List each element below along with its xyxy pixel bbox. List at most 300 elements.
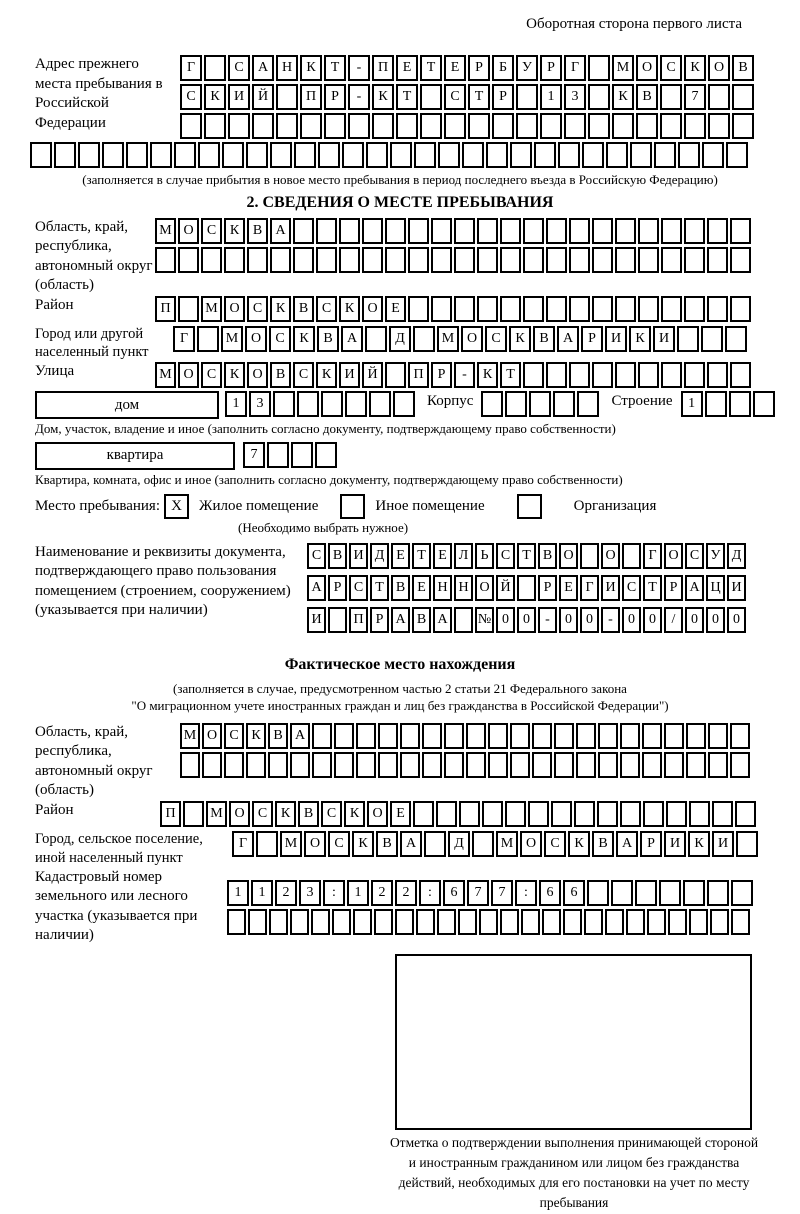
char-cell[interactable] xyxy=(102,142,124,168)
char-cell[interactable]: 1 xyxy=(251,880,273,906)
cadastral-row-2[interactable] xyxy=(227,909,755,935)
char-cell[interactable]: П xyxy=(349,607,368,633)
char-cell[interactable] xyxy=(416,909,435,935)
char-cell[interactable] xyxy=(576,752,596,778)
char-cell[interactable] xyxy=(454,607,473,633)
char-cell[interactable] xyxy=(677,326,699,352)
char-cell[interactable] xyxy=(686,723,706,749)
char-cell[interactable]: 3 xyxy=(564,84,586,110)
char-cell[interactable]: Й xyxy=(252,84,274,110)
char-cell[interactable] xyxy=(546,296,567,322)
char-cell[interactable]: В xyxy=(412,607,431,633)
char-cell[interactable] xyxy=(342,142,364,168)
char-cell[interactable]: Е xyxy=(396,55,418,81)
char-cell[interactable] xyxy=(588,113,610,139)
char-cell[interactable] xyxy=(597,801,618,827)
char-cell[interactable] xyxy=(689,909,708,935)
char-cell[interactable] xyxy=(246,752,266,778)
char-cell[interactable] xyxy=(516,84,538,110)
char-cell[interactable]: 6 xyxy=(539,880,561,906)
char-cell[interactable]: - xyxy=(348,84,370,110)
char-cell[interactable] xyxy=(725,326,747,352)
char-cell[interactable] xyxy=(356,752,376,778)
char-cell[interactable] xyxy=(664,723,684,749)
char-cell[interactable]: У xyxy=(516,55,538,81)
char-cell[interactable]: К xyxy=(316,362,337,388)
char-cell[interactable]: С xyxy=(485,326,507,352)
house-number-row[interactable] xyxy=(225,391,417,417)
char-cell[interactable] xyxy=(659,880,681,906)
korpus-row[interactable] xyxy=(481,391,601,417)
char-cell[interactable]: И xyxy=(605,326,627,352)
char-cell[interactable]: В xyxy=(247,218,268,244)
char-cell[interactable] xyxy=(436,801,457,827)
char-cell[interactable]: М xyxy=(280,831,302,857)
char-cell[interactable] xyxy=(620,801,641,827)
street-row[interactable] xyxy=(155,362,753,388)
char-cell[interactable]: С xyxy=(224,723,244,749)
char-cell[interactable]: А xyxy=(290,723,310,749)
char-cell[interactable]: В xyxy=(391,575,410,601)
char-cell[interactable]: А xyxy=(341,326,363,352)
char-cell[interactable] xyxy=(400,723,420,749)
char-cell[interactable] xyxy=(488,723,508,749)
char-cell[interactable] xyxy=(393,391,415,417)
char-cell[interactable] xyxy=(318,142,340,168)
char-cell[interactable]: Е xyxy=(559,575,578,601)
char-cell[interactable] xyxy=(707,218,728,244)
char-cell[interactable]: 0 xyxy=(643,607,662,633)
stay-type-checkbox-organization[interactable] xyxy=(517,494,542,519)
char-cell[interactable] xyxy=(385,218,406,244)
char-cell[interactable]: В xyxy=(592,831,614,857)
char-cell[interactable]: К xyxy=(629,326,651,352)
char-cell[interactable] xyxy=(523,247,544,273)
char-cell[interactable]: 1 xyxy=(681,391,703,417)
char-cell[interactable] xyxy=(198,142,220,168)
char-cell[interactable] xyxy=(385,362,406,388)
char-cell[interactable] xyxy=(334,723,354,749)
char-cell[interactable] xyxy=(268,752,288,778)
char-cell[interactable]: М xyxy=(155,362,176,388)
char-cell[interactable] xyxy=(612,113,634,139)
char-cell[interactable]: М xyxy=(496,831,518,857)
char-cell[interactable] xyxy=(615,362,636,388)
char-cell[interactable]: С xyxy=(180,84,202,110)
house-type-box[interactable]: дом xyxy=(35,391,219,419)
char-cell[interactable] xyxy=(592,247,613,273)
char-cell[interactable]: В xyxy=(317,326,339,352)
char-cell[interactable] xyxy=(661,218,682,244)
char-cell[interactable]: Р xyxy=(540,55,562,81)
char-cell[interactable]: С xyxy=(252,801,273,827)
char-cell[interactable]: А xyxy=(391,607,410,633)
char-cell[interactable]: К xyxy=(688,831,710,857)
stay-type-checkbox-residential[interactable]: X xyxy=(164,494,189,519)
char-cell[interactable]: Е xyxy=(444,55,466,81)
document-row-3[interactable] xyxy=(307,607,748,633)
char-cell[interactable]: П xyxy=(160,801,181,827)
district-row[interactable] xyxy=(155,296,753,322)
char-cell[interactable]: О xyxy=(636,55,658,81)
char-cell[interactable] xyxy=(408,218,429,244)
char-cell[interactable] xyxy=(730,723,750,749)
char-cell[interactable] xyxy=(569,247,590,273)
char-cell[interactable]: В xyxy=(538,543,557,569)
char-cell[interactable] xyxy=(437,909,456,935)
char-cell[interactable] xyxy=(523,362,544,388)
char-cell[interactable]: А xyxy=(616,831,638,857)
char-cell[interactable] xyxy=(661,362,682,388)
char-cell[interactable]: Л xyxy=(454,543,473,569)
char-cell[interactable]: О xyxy=(202,723,222,749)
char-cell[interactable]: И xyxy=(349,543,368,569)
char-cell[interactable] xyxy=(462,142,484,168)
char-cell[interactable] xyxy=(345,391,367,417)
char-cell[interactable]: 0 xyxy=(685,607,704,633)
char-cell[interactable] xyxy=(529,391,551,417)
char-cell[interactable]: Р xyxy=(328,575,347,601)
char-cell[interactable] xyxy=(500,909,519,935)
char-cell[interactable]: П xyxy=(408,362,429,388)
char-cell[interactable] xyxy=(291,442,313,468)
char-cell[interactable] xyxy=(686,752,706,778)
char-cell[interactable]: - xyxy=(538,607,557,633)
char-cell[interactable] xyxy=(201,247,222,273)
region-row-1[interactable] xyxy=(155,218,753,244)
prev-address-row-1[interactable] xyxy=(180,55,756,81)
char-cell[interactable] xyxy=(486,142,508,168)
char-cell[interactable] xyxy=(521,909,540,935)
char-cell[interactable]: С xyxy=(201,218,222,244)
char-cell[interactable] xyxy=(324,113,346,139)
char-cell[interactable] xyxy=(353,909,372,935)
char-cell[interactable]: 1 xyxy=(540,84,562,110)
char-cell[interactable] xyxy=(540,113,562,139)
char-cell[interactable] xyxy=(454,247,475,273)
char-cell[interactable] xyxy=(580,543,599,569)
char-cell[interactable] xyxy=(328,607,347,633)
cadastral-row-1[interactable] xyxy=(227,880,755,906)
char-cell[interactable]: К xyxy=(352,831,374,857)
char-cell[interactable] xyxy=(708,723,728,749)
fact-district-row[interactable] xyxy=(160,801,758,827)
char-cell[interactable]: О xyxy=(520,831,542,857)
char-cell[interactable] xyxy=(395,909,414,935)
char-cell[interactable]: : xyxy=(323,880,345,906)
char-cell[interactable]: П xyxy=(372,55,394,81)
char-cell[interactable] xyxy=(444,113,466,139)
char-cell[interactable]: С xyxy=(269,326,291,352)
char-cell[interactable] xyxy=(605,909,624,935)
char-cell[interactable] xyxy=(431,218,452,244)
char-cell[interactable]: Р xyxy=(324,84,346,110)
char-cell[interactable]: Р xyxy=(492,84,514,110)
char-cell[interactable] xyxy=(180,113,202,139)
char-cell[interactable] xyxy=(481,391,503,417)
char-cell[interactable]: О xyxy=(362,296,383,322)
char-cell[interactable] xyxy=(554,752,574,778)
char-cell[interactable] xyxy=(615,296,636,322)
char-cell[interactable] xyxy=(224,247,245,273)
char-cell[interactable]: К xyxy=(344,801,365,827)
char-cell[interactable] xyxy=(642,752,662,778)
prev-address-row-2[interactable] xyxy=(180,84,756,110)
char-cell[interactable] xyxy=(563,909,582,935)
char-cell[interactable] xyxy=(546,218,567,244)
char-cell[interactable] xyxy=(276,113,298,139)
char-cell[interactable]: Е xyxy=(412,575,431,601)
char-cell[interactable] xyxy=(224,752,244,778)
char-cell[interactable] xyxy=(683,880,705,906)
char-cell[interactable]: И xyxy=(307,607,326,633)
char-cell[interactable] xyxy=(622,543,641,569)
char-cell[interactable]: 0 xyxy=(517,607,536,633)
char-cell[interactable] xyxy=(248,909,267,935)
char-cell[interactable] xyxy=(227,909,246,935)
char-cell[interactable] xyxy=(311,909,330,935)
char-cell[interactable] xyxy=(542,909,561,935)
char-cell[interactable] xyxy=(431,296,452,322)
char-cell[interactable] xyxy=(642,723,662,749)
char-cell[interactable] xyxy=(390,142,412,168)
char-cell[interactable]: - xyxy=(348,55,370,81)
char-cell[interactable]: Б xyxy=(492,55,514,81)
char-cell[interactable] xyxy=(523,296,544,322)
char-cell[interactable] xyxy=(316,247,337,273)
char-cell[interactable]: С xyxy=(328,831,350,857)
char-cell[interactable]: К xyxy=(684,55,706,81)
char-cell[interactable]: О xyxy=(664,543,683,569)
char-cell[interactable] xyxy=(660,113,682,139)
char-cell[interactable] xyxy=(500,218,521,244)
char-cell[interactable] xyxy=(553,391,575,417)
char-cell[interactable] xyxy=(178,296,199,322)
char-cell[interactable]: К xyxy=(270,296,291,322)
char-cell[interactable]: 7 xyxy=(467,880,489,906)
char-cell[interactable] xyxy=(554,723,574,749)
char-cell[interactable] xyxy=(431,247,452,273)
char-cell[interactable] xyxy=(732,113,754,139)
char-cell[interactable]: И xyxy=(339,362,360,388)
char-cell[interactable] xyxy=(729,391,751,417)
char-cell[interactable] xyxy=(592,296,613,322)
char-cell[interactable]: Т xyxy=(396,84,418,110)
char-cell[interactable]: У xyxy=(706,543,725,569)
char-cell[interactable]: А xyxy=(433,607,452,633)
char-cell[interactable] xyxy=(332,909,351,935)
char-cell[interactable] xyxy=(420,113,442,139)
char-cell[interactable] xyxy=(730,752,750,778)
char-cell[interactable] xyxy=(316,218,337,244)
char-cell[interactable] xyxy=(668,909,687,935)
char-cell[interactable] xyxy=(620,752,640,778)
char-cell[interactable] xyxy=(422,752,442,778)
char-cell[interactable] xyxy=(707,880,729,906)
char-cell[interactable] xyxy=(710,909,729,935)
document-row-2[interactable] xyxy=(307,575,748,601)
char-cell[interactable] xyxy=(730,296,751,322)
char-cell[interactable]: Г xyxy=(643,543,662,569)
char-cell[interactable]: К xyxy=(224,218,245,244)
char-cell[interactable]: - xyxy=(601,607,620,633)
char-cell[interactable] xyxy=(150,142,172,168)
prev-address-row-3[interactable] xyxy=(180,113,756,139)
char-cell[interactable]: Т xyxy=(324,55,346,81)
char-cell[interactable]: Р xyxy=(431,362,452,388)
char-cell[interactable]: 3 xyxy=(299,880,321,906)
fact-city-row[interactable] xyxy=(232,831,760,857)
char-cell[interactable] xyxy=(174,142,196,168)
char-cell[interactable] xyxy=(477,218,498,244)
char-cell[interactable]: / xyxy=(664,607,683,633)
char-cell[interactable]: 0 xyxy=(706,607,725,633)
char-cell[interactable] xyxy=(708,113,730,139)
char-cell[interactable]: О xyxy=(224,296,245,322)
char-cell[interactable] xyxy=(551,801,572,827)
char-cell[interactable] xyxy=(270,247,291,273)
region-row-2[interactable] xyxy=(155,247,753,273)
char-cell[interactable] xyxy=(731,880,753,906)
char-cell[interactable] xyxy=(369,391,391,417)
char-cell[interactable]: О xyxy=(229,801,250,827)
char-cell[interactable]: Р xyxy=(640,831,662,857)
char-cell[interactable] xyxy=(731,909,750,935)
char-cell[interactable] xyxy=(630,142,652,168)
char-cell[interactable] xyxy=(334,752,354,778)
char-cell[interactable]: С xyxy=(201,362,222,388)
char-cell[interactable] xyxy=(378,723,398,749)
char-cell[interactable] xyxy=(396,113,418,139)
char-cell[interactable] xyxy=(569,296,590,322)
char-cell[interactable]: И xyxy=(601,575,620,601)
char-cell[interactable] xyxy=(636,113,658,139)
char-cell[interactable] xyxy=(458,909,477,935)
char-cell[interactable]: К xyxy=(224,362,245,388)
char-cell[interactable]: И xyxy=(727,575,746,601)
char-cell[interactable] xyxy=(362,218,383,244)
char-cell[interactable]: С xyxy=(321,801,342,827)
char-cell[interactable]: А xyxy=(557,326,579,352)
char-cell[interactable] xyxy=(180,752,200,778)
char-cell[interactable]: Т xyxy=(517,543,536,569)
char-cell[interactable] xyxy=(256,831,278,857)
char-cell[interactable] xyxy=(510,752,530,778)
char-cell[interactable]: С xyxy=(660,55,682,81)
char-cell[interactable]: К xyxy=(372,84,394,110)
char-cell[interactable] xyxy=(505,801,526,827)
fact-region-row-1[interactable] xyxy=(180,723,752,749)
char-cell[interactable]: Н xyxy=(276,55,298,81)
char-cell[interactable] xyxy=(569,218,590,244)
char-cell[interactable] xyxy=(400,752,420,778)
char-cell[interactable] xyxy=(684,218,705,244)
char-cell[interactable]: Т xyxy=(500,362,521,388)
fact-region-row-2[interactable] xyxy=(180,752,752,778)
char-cell[interactable]: О xyxy=(178,362,199,388)
char-cell[interactable] xyxy=(454,296,475,322)
char-cell[interactable] xyxy=(466,752,486,778)
char-cell[interactable] xyxy=(422,723,442,749)
char-cell[interactable]: К xyxy=(293,326,315,352)
char-cell[interactable]: Е xyxy=(385,296,406,322)
char-cell[interactable]: В xyxy=(533,326,555,352)
char-cell[interactable]: В xyxy=(732,55,754,81)
char-cell[interactable] xyxy=(459,801,480,827)
char-cell[interactable]: В xyxy=(376,831,398,857)
char-cell[interactable]: В xyxy=(270,362,291,388)
char-cell[interactable]: Т xyxy=(468,84,490,110)
char-cell[interactable]: Ь xyxy=(475,543,494,569)
char-cell[interactable]: О xyxy=(475,575,494,601)
char-cell[interactable] xyxy=(528,801,549,827)
char-cell[interactable] xyxy=(730,247,751,273)
char-cell[interactable]: С xyxy=(247,296,268,322)
char-cell[interactable]: Г xyxy=(173,326,195,352)
char-cell[interactable] xyxy=(546,247,567,273)
char-cell[interactable] xyxy=(321,391,343,417)
char-cell[interactable]: О xyxy=(559,543,578,569)
char-cell[interactable]: И xyxy=(712,831,734,857)
char-cell[interactable] xyxy=(510,723,530,749)
char-cell[interactable]: - xyxy=(454,362,475,388)
char-cell[interactable] xyxy=(678,142,700,168)
char-cell[interactable]: М xyxy=(221,326,243,352)
char-cell[interactable]: М xyxy=(437,326,459,352)
char-cell[interactable] xyxy=(592,362,613,388)
char-cell[interactable] xyxy=(638,247,659,273)
char-cell[interactable] xyxy=(546,362,567,388)
char-cell[interactable] xyxy=(588,84,610,110)
char-cell[interactable]: 7 xyxy=(243,442,265,468)
char-cell[interactable]: К xyxy=(275,801,296,827)
char-cell[interactable] xyxy=(592,218,613,244)
char-cell[interactable]: : xyxy=(419,880,441,906)
char-cell[interactable]: 2 xyxy=(371,880,393,906)
char-cell[interactable] xyxy=(500,296,521,322)
char-cell[interactable] xyxy=(444,723,464,749)
char-cell[interactable]: Е xyxy=(391,543,410,569)
char-cell[interactable]: 6 xyxy=(443,880,465,906)
char-cell[interactable]: Ц xyxy=(706,575,725,601)
char-cell[interactable] xyxy=(78,142,100,168)
char-cell[interactable] xyxy=(523,218,544,244)
char-cell[interactable] xyxy=(372,113,394,139)
char-cell[interactable]: А xyxy=(685,575,704,601)
char-cell[interactable]: 0 xyxy=(622,607,641,633)
char-cell[interactable] xyxy=(222,142,244,168)
char-cell[interactable]: 6 xyxy=(563,880,585,906)
char-cell[interactable]: О xyxy=(367,801,388,827)
char-cell[interactable]: С xyxy=(444,84,466,110)
char-cell[interactable] xyxy=(472,831,494,857)
char-cell[interactable]: Т xyxy=(370,575,389,601)
char-cell[interactable] xyxy=(246,142,268,168)
char-cell[interactable] xyxy=(204,113,226,139)
char-cell[interactable] xyxy=(654,142,676,168)
char-cell[interactable]: П xyxy=(155,296,176,322)
char-cell[interactable]: С xyxy=(622,575,641,601)
char-cell[interactable] xyxy=(290,909,309,935)
char-cell[interactable] xyxy=(564,113,586,139)
char-cell[interactable] xyxy=(577,391,599,417)
char-cell[interactable] xyxy=(576,723,596,749)
char-cell[interactable]: С xyxy=(349,575,368,601)
char-cell[interactable] xyxy=(611,880,633,906)
char-cell[interactable] xyxy=(290,752,310,778)
char-cell[interactable]: К xyxy=(246,723,266,749)
char-cell[interactable] xyxy=(414,142,436,168)
